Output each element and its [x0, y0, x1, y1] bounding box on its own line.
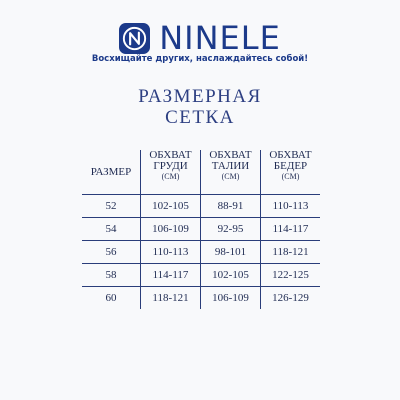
waist-column-header	[201, 150, 261, 195]
hips-cell: 114-117	[261, 218, 321, 241]
size-cell: 58	[82, 264, 141, 287]
chest-cell: 114-117	[141, 264, 201, 287]
waist-cell: 98-101	[201, 241, 261, 264]
waist-cell: 88-91	[201, 195, 261, 218]
chest-cell: 106-109	[141, 218, 201, 241]
chest-header-line2: ГРУДИ	[153, 160, 188, 172]
brand-tagline: Восхищайте других, наслаждайтесь собой!	[91, 54, 309, 64]
waist-header-line1: ОБХВАТ	[209, 149, 252, 161]
size-table	[82, 150, 320, 309]
hips-header-line2: БЕДЕР	[273, 160, 308, 172]
hips-header-unit: (СМ)	[281, 172, 300, 181]
size-cell: 56	[82, 241, 141, 264]
table-row	[82, 241, 320, 264]
n-circle-logo-icon	[119, 23, 150, 54]
hips-column-header	[261, 150, 321, 195]
size-column-header: РАЗМЕР	[82, 150, 141, 195]
size-cell: 60	[105, 292, 117, 304]
chest-header-line1: ОБХВАТ	[149, 149, 192, 161]
brand-header	[0, 19, 400, 57]
waist-cell: 92-95	[201, 218, 261, 241]
table-row	[82, 264, 320, 287]
table-row	[82, 195, 320, 218]
chest-column-header	[141, 150, 201, 195]
size-cell: 54	[82, 218, 141, 241]
waist-cell: 106-109	[201, 287, 261, 310]
table-header-row	[82, 150, 320, 195]
brand-name: NINELE	[159, 19, 281, 57]
waist-header-unit: (СМ)	[221, 172, 240, 181]
chest-cell: 110-113	[141, 241, 201, 264]
hips-cell: 122-125	[261, 264, 321, 287]
hips-cell: 118-121	[261, 241, 321, 264]
chest-cell: 118-121	[141, 287, 201, 310]
hips-header-line1: ОБХВАТ	[269, 149, 312, 161]
size-cell: 52	[82, 195, 141, 218]
hips-cell: 126-129	[261, 287, 321, 310]
page-title-line2: СЕТКА	[165, 107, 235, 128]
page-title-line1: РАЗМЕРНАЯ	[138, 86, 262, 107]
table-row	[82, 218, 320, 241]
chest-header-unit: (СМ)	[161, 172, 180, 181]
waist-cell: 102-105	[201, 264, 261, 287]
table-row	[82, 287, 320, 310]
hips-cell: 110-113	[261, 195, 321, 218]
chest-cell: 102-105	[141, 195, 201, 218]
waist-header-line2: ТАЛИИ	[211, 160, 250, 172]
